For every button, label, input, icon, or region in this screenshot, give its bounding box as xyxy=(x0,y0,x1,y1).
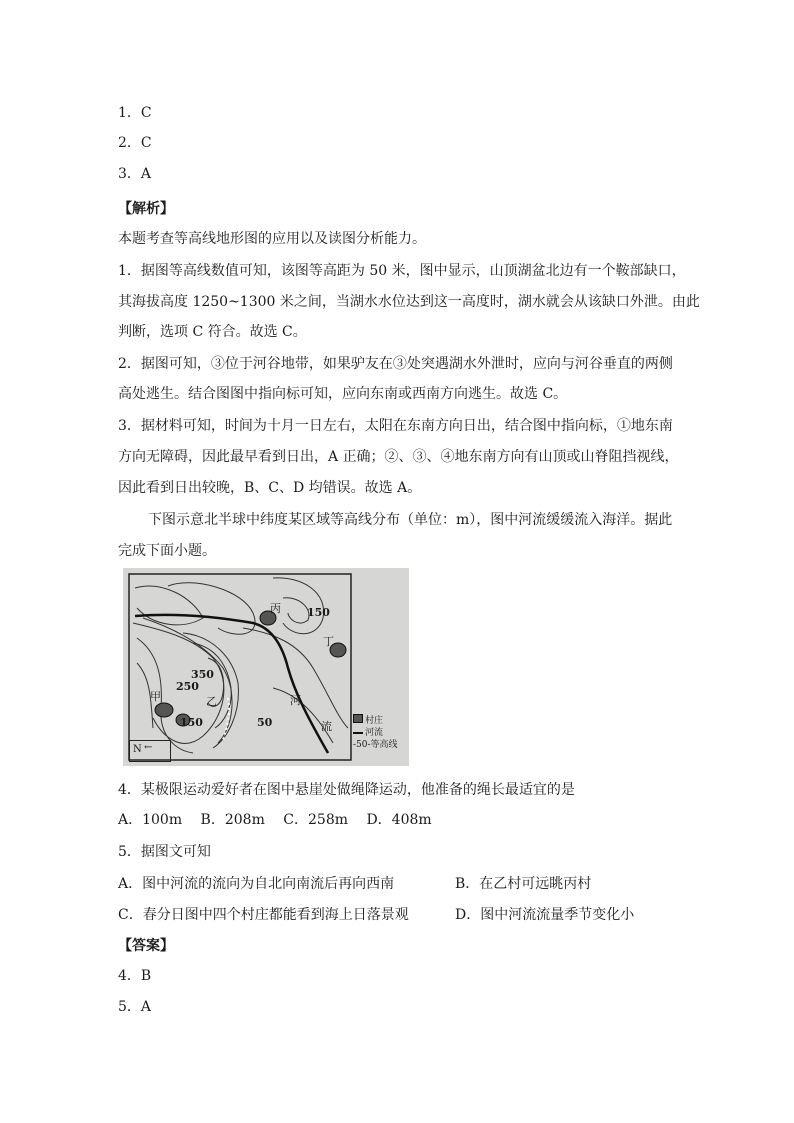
question-4-stem: 4．某极限运动爱好者在图中悬崖处做绳降运动，他准备的绳长最适宜的是 xyxy=(118,782,575,798)
analysis-line: 方向无障碍，因此最早看到日出，A 正确；②、③、④地东南方向有山顶或山脊阻挡视线， xyxy=(118,449,679,465)
north-label: N xyxy=(133,744,142,755)
analysis-line: 本题考查等高线地形图的应用以及读图分析能力。 xyxy=(118,231,426,247)
village-label: 甲 xyxy=(150,690,161,703)
legend-label: 河流 xyxy=(365,728,384,738)
contour-label: 50 xyxy=(257,716,273,729)
analysis-line: 判断，选项 C 符合。故选 C。 xyxy=(118,324,307,340)
analysis-line: 3．据材料可知，时间为十月一日左右，太阳在东南方向日出，结合图中指向标，①地东南 xyxy=(118,418,673,434)
village-legend-icon xyxy=(353,714,363,723)
village-label: 丙 xyxy=(270,602,281,615)
analysis-line: 1．据图等高线数值可知，该图等高距为 50 米，图中显示，山顶湖盆北边有一个鞍部缺口， xyxy=(118,263,686,279)
question-5-stem: 5．据图文可知 xyxy=(118,844,211,860)
answer-2: 2．C xyxy=(118,135,152,151)
answer-1: 1．C xyxy=(118,105,152,121)
river-legend-icon xyxy=(353,732,363,734)
answer-3: 3．A xyxy=(118,166,152,182)
contour-label: 250 xyxy=(176,680,199,693)
analysis-line: 2．据图可知，③位于河谷地带，如果驴友在③处突遇湖水外泄时，应向与河谷垂直的两侧 xyxy=(118,356,673,372)
legend-label: -50-等高线 xyxy=(353,740,398,750)
analysis-line: 因此看到日出较晚，B、C、D 均错误。故选 A。 xyxy=(118,480,422,496)
north-arrow xyxy=(129,740,171,762)
village-label: 乙 xyxy=(206,695,217,708)
question-5-option-b: B．在乙村可远眺丙村 xyxy=(455,876,592,892)
intro-line: 完成下面小题。 xyxy=(118,543,216,559)
answer-5: 5．A xyxy=(118,999,152,1015)
map-legend xyxy=(353,714,398,751)
intro-line: 下图示意北半球中纬度某区域等高线分布（单位：m），图中河流缓缓流入海洋。据此 xyxy=(148,512,673,528)
contour-label: 150 xyxy=(307,606,330,619)
answer-4: 4．B xyxy=(118,968,152,984)
answer-heading: 【答案】 xyxy=(118,938,174,954)
analysis-line: 高处逃生。结合图图中指向标可知，应向东南或西南方向逃生。故选 C。 xyxy=(118,386,568,402)
village-label: 丁 xyxy=(323,635,334,648)
river-label: 流 xyxy=(321,720,332,733)
contour-map xyxy=(123,568,409,766)
analysis-heading: 【解析】 xyxy=(118,201,174,217)
analysis-line: 其海拔高度 1250~1300 米之间，当湖水水位达到这一高度时，湖水就会从该缺口外泄。由此 xyxy=(118,294,700,310)
question-5-option-a: A．图中河流的流向为自北向南流后再向西南 xyxy=(118,876,395,892)
question-4-options: A．100m B．208m C．258m D．408m xyxy=(118,812,432,828)
arrow-left-icon: ← xyxy=(144,742,153,753)
legend-label: 村庄 xyxy=(365,716,384,726)
river-label: 河 xyxy=(290,694,301,707)
question-5-option-c: C．春分日图中四个村庄都能看到海上日落景观 xyxy=(118,907,409,923)
question-5-option-d: D．图中河流流量季节变化小 xyxy=(455,907,635,923)
contour-label: 150 xyxy=(180,716,203,729)
contour-label: 350 xyxy=(191,668,214,681)
